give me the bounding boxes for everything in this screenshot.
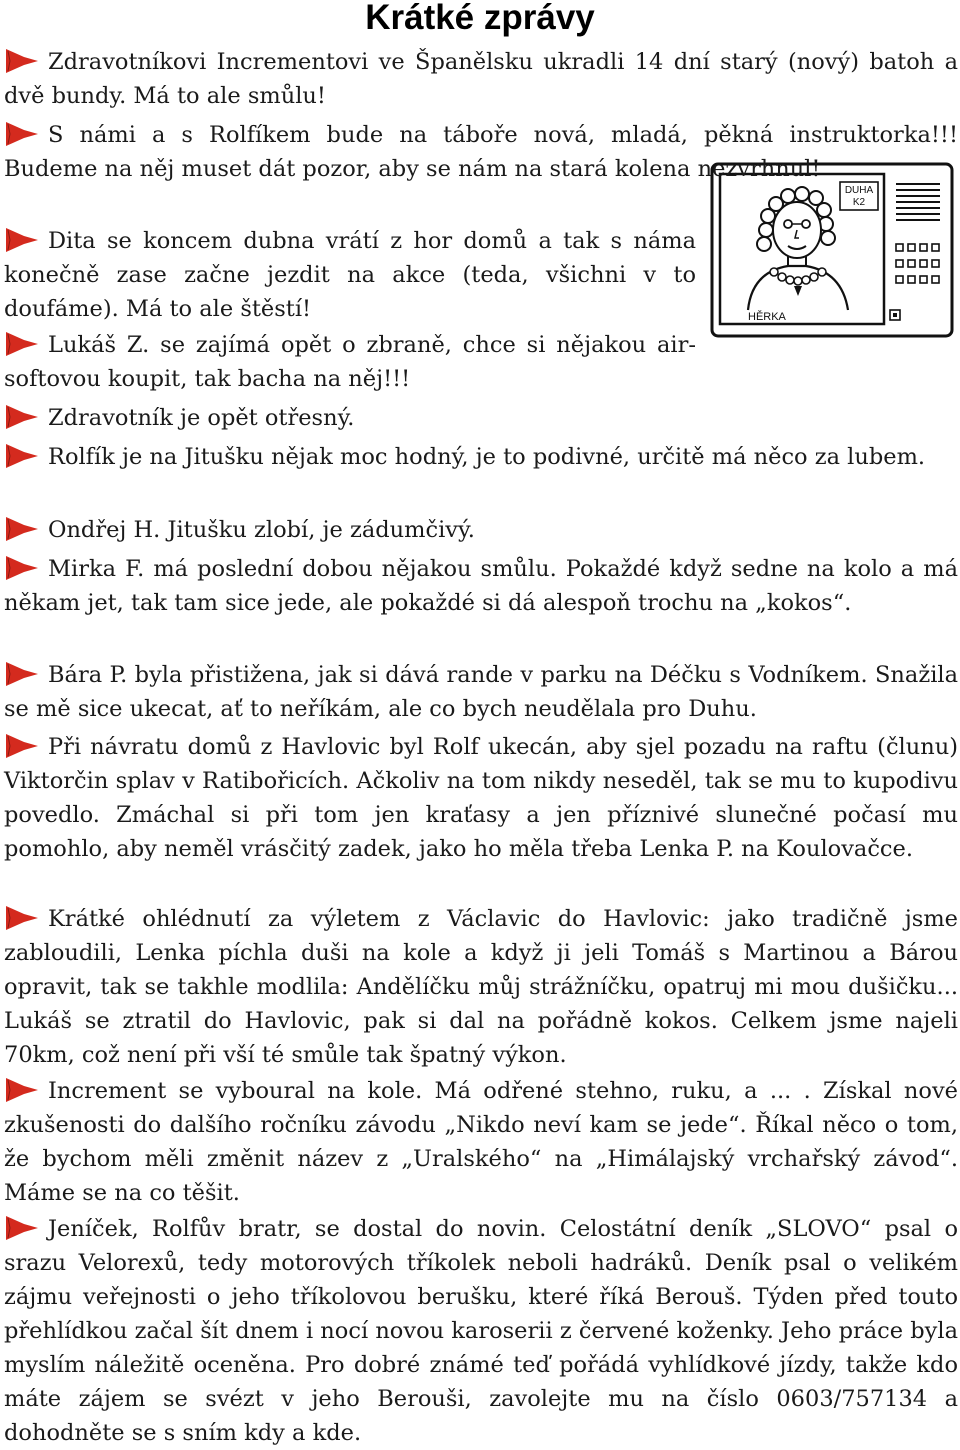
- red-arrow-bullet-icon: [4, 659, 40, 689]
- red-arrow-bullet-icon: [4, 402, 40, 432]
- red-arrow-bullet-icon: [4, 119, 40, 149]
- red-arrow-bullet-icon: [4, 1213, 40, 1243]
- news-item: Jeníček, Rolfův bratr, se dostal do novin. Celostátní deník „SLOVO“ psal o srazu Velorexů, tedy motorových tříkolek neboli hadráků. Deník psal o velikém zájmu veřejnosti o jeho tříkolovou berušku, které říká Berouš. Týden před touto přehlídkou začal šít dnem i nocí novou karoserii z červené koženky. Jeho práce byla myslím náležitě oceněna. Pro dobré známé teď pořádá vyhlídkové jízdy, takže kdo máte zájem se svézt v jeho Berouši, zavolejte mu na číslo 0603/757134 a dohodněte se s sním kdy a kde.: [4, 1212, 958, 1450]
- red-arrow-bullet-icon: [4, 1075, 40, 1105]
- news-item: Ondřej H. Jitušku zlobí, je zádumčivý.: [4, 513, 958, 547]
- news-item: Zdravotníkovi Incrementovi ve Španělsku ukradli 14 dní starý (nový) batoh a dvě bundy. Má to ale smůlu!: [4, 45, 958, 113]
- red-arrow-bullet-icon: [4, 514, 40, 544]
- news-item: Krátké ohlédnutí za výletem z Václavic do Havlovic: jako tradičně jsme zabloudili, Lenka píchla duši na kole a když ji jeli Tomáš s Martinou a Bárou opravit, tak se takhle modlila: Andělíčku můj strážníčku, opatruj mi mou dušičku... Lukáš se ztratil do Havlovic, pak si dal na pořádně kokos. Celkem jsme najeli 70km, což není při vší té smůle tak špatný výkon.: [4, 902, 958, 1072]
- news-item: Increment se vyboural na kole. Má odřené stehno, ruku, a ... . Získal nové zkušenosti do dalšího ročníku závodu „Nikdo neví kam se jede“. Říkal něco o tom, že bychom měli změnit název z „Uralského“ na „Himálajský vrchařský závod“. Máme se na co těšit.: [4, 1074, 958, 1210]
- red-arrow-bullet-icon: [4, 903, 40, 933]
- news-item: Zdravotník je opět otřesný.: [4, 401, 958, 435]
- red-arrow-bullet-icon: [4, 441, 40, 471]
- svg-text:K2: K2: [852, 197, 866, 208]
- page-title: Krátké zprávy: [365, 0, 595, 37]
- news-item: Lukáš Z. se zajímá opět o zbraně, chce si nějakou air-softovou koupit, tak bacha na něj!!!: [4, 328, 696, 396]
- news-item: Rolfík je na Jitušku nějak moc hodný, je to podivné, určitě má něco za lubem.: [4, 440, 958, 474]
- svg-text:DUHA: DUHA: [844, 185, 874, 196]
- news-item: Při návratu domů z Havlovic byl Rolf ukecán, aby sjel pozadu na raftu (člunu) Viktorčin splav v Ratibořicích. Ačkoliv na tom nikdy neseděl, tak se mu to kupodivu povedlo. Zmáchal si při tom jen kraťasy a jen příznivé slunečné počasí mu pomohlo, aby neměl vrásčitý zadek, jako ho měla třeba Lenka P. na Koulovačce.: [4, 730, 958, 866]
- news-item: Mirka F. má poslední dobou nějakou smůlu. Pokaždé když sedne na kolo a má někam jet, tak tam sice jede, ale pokaždé si dá alespoň trochu na „kokos“.: [4, 552, 958, 620]
- red-arrow-bullet-icon: [4, 46, 40, 76]
- news-item: S námi a s Rolfíkem bude na táboře nová, mladá, pěkná instruktorka!!! Budeme na něj muset dát pozor, aby se nám na stará kolena nezvrhnul!: [4, 118, 958, 186]
- red-arrow-bullet-icon: [4, 329, 40, 359]
- news-item: Dita se koncem dubna vrátí z hor domů a tak s náma konečně zase začne jezdit na akce (teda, všichni v to doufáme). Má to ale štěstí!: [4, 224, 696, 326]
- red-arrow-bullet-icon: [4, 553, 40, 583]
- tv-illustration: [708, 160, 958, 342]
- red-arrow-bullet-icon: [4, 731, 40, 761]
- tv-caption: HĚRKA: [748, 311, 786, 323]
- news-item: Bára P. byla přistižena, jak si dává rande v parku na Déčku s Vodníkem. Snažila se mě sice ukecat, ať to neříkám, ale co bych neudělala pro Duhu.: [4, 658, 958, 726]
- red-arrow-bullet-icon: [4, 225, 40, 255]
